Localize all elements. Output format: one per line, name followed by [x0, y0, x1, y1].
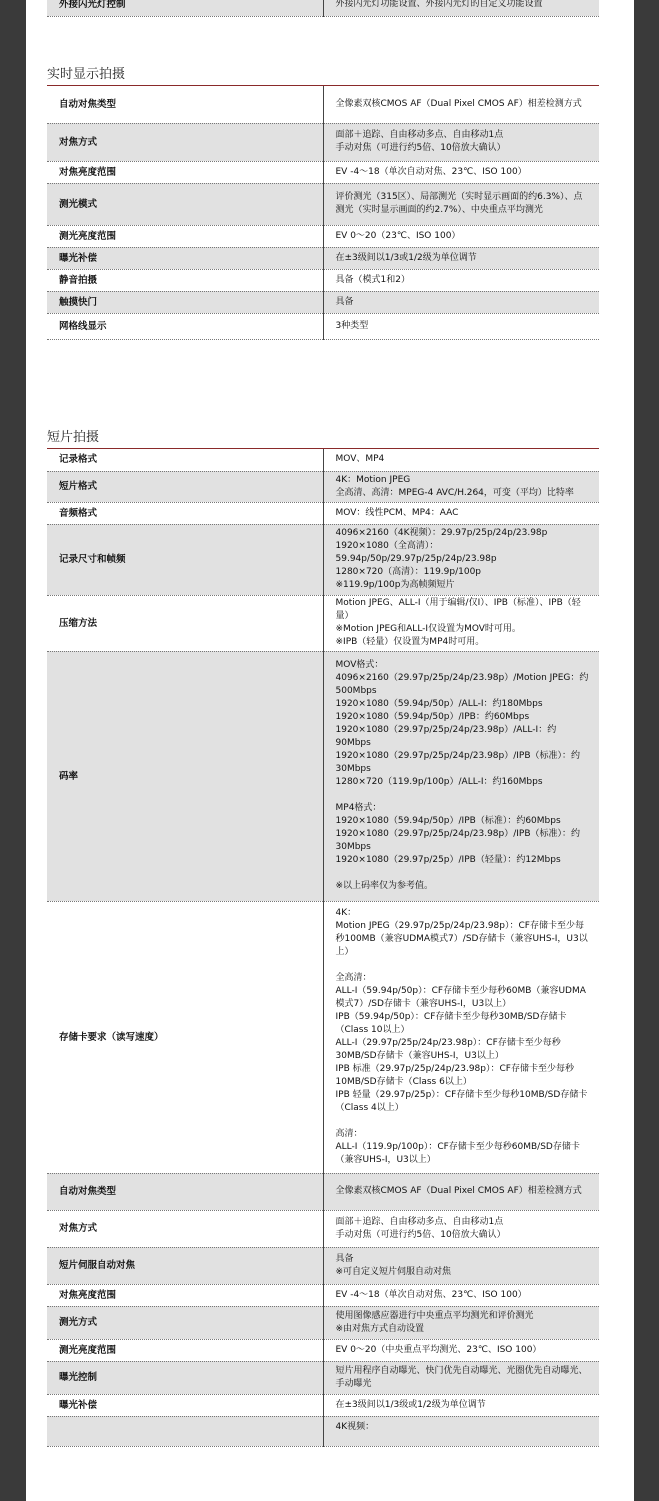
spec-value: 使用图像感应器进行中央重点平均测光和评价测光 ※由对焦方式自动设置: [323, 1306, 599, 1339]
spec-value: EV -4～18（单次自动对焦、23℃、ISO 100）: [323, 161, 599, 183]
spec-key: 外接闪光灯控制: [47, 0, 323, 16]
spec-value: 短片用程序自动曝光、快门优先自动曝光、光圈优先自动曝光、手动曝光: [323, 1361, 599, 1394]
spec-value: 具备 ※可自定义短片伺服自动对焦: [323, 1247, 599, 1284]
table-row: [47, 901, 599, 1173]
spec-key: 测光亮度范围: [47, 1339, 323, 1361]
table-row: [47, 1284, 599, 1306]
spec-value: 全像素双核CMOS AF（Dual Pixel CMOS AF）相差检测方式: [323, 86, 599, 123]
table-row: [47, 1210, 599, 1247]
table-row: [47, 291, 599, 313]
spec-key: 码率: [47, 651, 323, 901]
spec-key: 短片格式: [47, 471, 323, 502]
spec-value: MOV、MP4: [323, 449, 599, 471]
spec-key: 对焦方式: [47, 1210, 323, 1247]
spec-key: 网格线显示: [47, 313, 323, 339]
table-row: [47, 1361, 599, 1394]
movie-spec-table: [47, 449, 599, 1447]
spec-key: 对焦方式: [47, 123, 323, 161]
flash-spec-table: [47, 0, 599, 17]
spec-key: 曝光控制: [47, 1361, 323, 1394]
spec-value: 具备（模式1和2）: [323, 269, 599, 291]
spec-value: MOV：线性PCM、MP4：AAC: [323, 502, 599, 524]
document-page: [26, 0, 634, 1501]
table-row: [47, 269, 599, 291]
table-row: [47, 1416, 599, 1446]
spec-value: 面部＋追踪、自由移动多点、自由移动1点 手动对焦（可进行约5倍、10倍放大确认）: [323, 1210, 599, 1247]
spec-value: Motion JPEG、ALL-I（用于编辑/仅I）、IPB（标准）、IPB（轻量） ※Motion JPEG和ALL-I仅设置为MOV时可用。 ※IPB（轻量）仅设置为MP4时可用。: [323, 595, 599, 651]
spec-key: 存储卡要求（读写速度）: [47, 901, 323, 1173]
spec-value: 面部＋追踪、自由移动多点、自由移动1点 手动对焦（可进行约5倍、10倍放大确认）: [323, 123, 599, 161]
spec-key: 压缩方法: [47, 595, 323, 651]
spec-key: 对焦亮度范围: [47, 161, 323, 183]
spec-value: EV 0～20（23℃、ISO 100）: [323, 225, 599, 247]
spec-key: 音频格式: [47, 502, 323, 524]
spec-key: [47, 1416, 323, 1446]
table-row: [47, 225, 599, 247]
spec-key: 测光方式: [47, 1306, 323, 1339]
spec-key: 短片伺服自动对焦: [47, 1247, 323, 1284]
spec-value: 在±3级间以1/3或1/2级为单位调节: [323, 247, 599, 269]
table-row: [47, 313, 599, 339]
spec-value: EV -4～18（单次自动对焦、23℃、ISO 100）: [323, 1284, 599, 1306]
spec-key: 触摸快门: [47, 291, 323, 313]
spec-value: 外接闪光灯功能设置、外接闪光灯的自定义功能设置: [323, 0, 599, 16]
table-row: [47, 86, 599, 123]
table-row: [47, 1339, 599, 1361]
spec-key: 测光亮度范围: [47, 225, 323, 247]
table-row: [47, 502, 599, 524]
spec-key: 记录尺寸和帧频: [47, 524, 323, 595]
spec-key: 曝光补偿: [47, 1394, 323, 1416]
table-row: [47, 1306, 599, 1339]
spec-value: 4K： Motion JPEG（29.97p/25p/24p/23.98p）：CF存储卡至少每秒100MB（兼容UDMA模式7）/SD存储卡（兼容UHS-I，U3以上） 全高清： ALL-I（59.94p/50p）：CF存储卡至少每秒60MB（兼容UDMA模式7）/SD存储卡（兼容UHS-I，U3以上） IPB（59.94p/50p）：CF存储卡至少每秒30MB/SD存储卡（Class 10以上） ALL-I（29.97p/25p/24p/23.98p）：CF存储卡至少每秒30MB/SD存储卡（兼容UHS-I，U3以上） IPB 标准（29.97p/25p/24p/23.98p）：CF存储卡至少每秒10MB/SD存储卡（Class 6以上） IPB 轻量（29.97p/25p）：CF存储卡至少每秒10MB/SD存储卡（Class 4以上） 高清： ALL-I（119.9p/100p）：CF存储卡至少每秒60MB/SD存储卡（兼容UHS-I，U3以上）: [323, 901, 599, 1173]
spec-key: 对焦亮度范围: [47, 1284, 323, 1306]
spec-value: 4K视频：: [323, 1416, 599, 1446]
live-view-spec-table: [47, 86, 599, 340]
table-row: [47, 1247, 599, 1284]
table-row: [47, 651, 599, 901]
spec-key: 自动对焦类型: [47, 86, 323, 123]
spec-key: 记录格式: [47, 449, 323, 471]
spec-key: 自动对焦类型: [47, 1173, 323, 1210]
top-partial-table: [47, 0, 627, 17]
spec-value: 具备: [323, 291, 599, 313]
spec-value: MOV格式： 4096×2160（29.97p/25p/24p/23.98p）/Motion JPEG：约500Mbps 1920×1080（59.94p/50p）/ALL-I：约180Mbps 1920×1080（59.94p/50p）/IPB：约60Mbps 1920×1080（29.97p/25p/24p/23.98p）/ALL-I：约90Mbps 1920×1080（29.97p/25p/24p/23.98p）/IPB（标准）：约30Mbps 1280×720（119.9p/100p）/ALL-I：约160Mbps MP4格式： 1920×1080（59.94p/50p）/IPB（标准）：约60Mbps 1920×1080（29.97p/25p/24p/23.98p）/IPB（标准）：约30Mbps 1920×1080（29.97p/25p）/IPB（轻量）：约12Mbps ※以上码率仅为参考值。: [323, 651, 599, 901]
table-row: [47, 0, 599, 16]
table-row: [47, 1394, 599, 1416]
spec-value: EV 0～20（中央重点平均测光、23℃、ISO 100）: [323, 1339, 599, 1361]
table-row: [47, 471, 599, 502]
spec-value: 4K：Motion JPEG 全高清、高清：MPEG-4 AVC/H.264，可变（平均）比特率: [323, 471, 599, 502]
movie-section: [47, 428, 627, 1447]
table-row: [47, 123, 599, 161]
spec-value: 在±3级间以1/3级或1/2级为单位调节: [323, 1394, 599, 1416]
spec-value: 全像素双核CMOS AF（Dual Pixel CMOS AF）相差检测方式: [323, 1173, 599, 1210]
table-row: [47, 247, 599, 269]
table-row: [47, 449, 599, 471]
live-view-section: [47, 65, 627, 340]
spec-key: 静音拍摄: [47, 269, 323, 291]
section-title: 实时显示拍摄: [47, 67, 126, 82]
spec-key: 曝光补偿: [47, 247, 323, 269]
table-row: [47, 161, 599, 183]
spec-value: 评价测光（315区）、局部测光（实时显示画面的约6.3%）、点测光（实时显示画面的约2.7%）、中央重点平均测光: [323, 183, 599, 225]
spec-value: 4096×2160（4K视频）：29.97p/25p/24p/23.98p 1920×1080（全高清）： 59.94p/50p/29.97p/25p/24p/23.98p 1280×720（高清）：119.9p/100p ※119.9p/100p为高帧频短片: [323, 524, 599, 595]
section-title: 短片拍摄: [47, 430, 100, 445]
spec-value: 3种类型: [323, 313, 599, 339]
table-row: [47, 1173, 599, 1210]
table-row: [47, 595, 599, 651]
table-row: [47, 524, 599, 595]
spec-key: 测光模式: [47, 183, 323, 225]
table-row: [47, 183, 599, 225]
